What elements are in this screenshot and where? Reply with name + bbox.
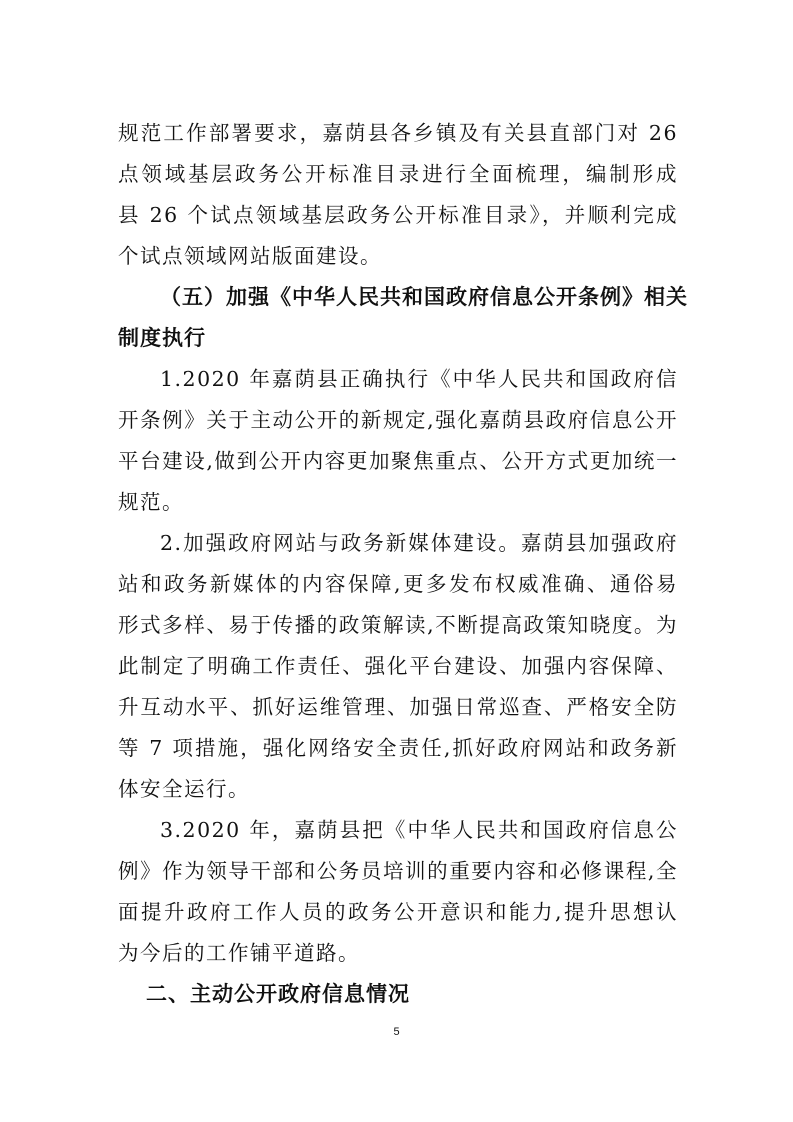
paragraph-line: 等 7 项措施，强化网络安全责任,抓好政府网站和政务新 <box>118 736 678 760</box>
paragraph-line: 体安全运行。 <box>118 777 250 801</box>
section-heading: （五）加强《中华人民共和国政府信息公开条例》相关 <box>160 285 688 309</box>
chapter-heading: 二、主动公开政府信息情况 <box>146 982 410 1006</box>
paragraph-line: 升互动水平、抓好运维管理、加强日常巡查、严格安全防 <box>118 695 678 719</box>
paragraph-line: 个试点领域网站版面建设。 <box>118 244 382 268</box>
paragraph-line: 规范工作部署要求，嘉荫县各乡镇及有关县直部门对 26 <box>118 121 678 145</box>
section-heading: 制度执行 <box>118 326 206 350</box>
paragraph-line: 为今后的工作铺平道路。 <box>118 941 360 965</box>
paragraph-line: 此制定了明确工作责任、强化平台建设、加强内容保障、 <box>118 654 678 678</box>
page-number: 5 <box>393 1026 400 1038</box>
paragraph-line: 面提升政府工作人员的政务公开意识和能力,提升思想认 <box>118 900 678 924</box>
paragraph-line: 开条例》关于主动公开的新规定,强化嘉荫县政府信息公开 <box>118 408 678 432</box>
paragraph-line: 平台建设,做到公开内容更加聚焦重点、公开方式更加统一 <box>118 449 678 473</box>
paragraph-line: 形式多样、易于传播的政策解读,不断提高政策知晓度。为 <box>118 613 678 637</box>
paragraph-line: 2.加强政府网站与政务新媒体建设。嘉荫县加强政府 <box>160 531 678 555</box>
paragraph-line: 点领域基层政务公开标准目录进行全面梳理，编制形成 <box>118 162 678 186</box>
paragraph-line: 规范。 <box>118 490 184 514</box>
paragraph-line: 1.2020 年嘉荫县正确执行《中华人民共和国政府信 <box>160 367 678 391</box>
paragraph-line: 例》作为领导干部和公务员培训的重要内容和必修课程,全 <box>118 859 678 883</box>
paragraph-line: 3.2020 年，嘉荫县把《中华人民共和国政府信息公 <box>160 818 678 842</box>
paragraph-line: 站和政务新媒体的内容保障,更多发布权威准确、通俗易 <box>118 572 678 596</box>
paragraph-line: 县 26 个试点领域基层政务公开标准目录》，并顺利完成 <box>118 203 678 227</box>
